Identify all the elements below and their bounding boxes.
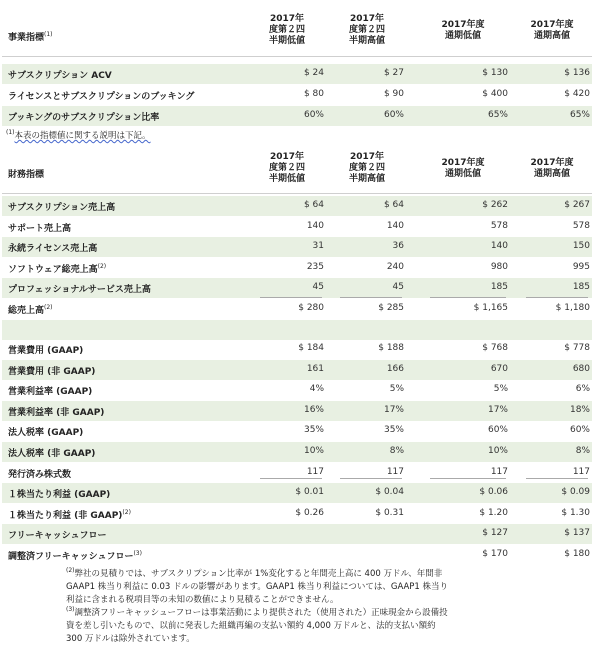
column-header-line: 通期低値	[444, 31, 481, 41]
column-header-line: 半期低値	[268, 36, 305, 46]
cell-value: 578	[490, 220, 508, 231]
column-header-line: 通期高値	[533, 31, 570, 41]
table-row	[2, 524, 592, 544]
row-label: 総売上高$^{(2)}$	[8, 304, 53, 316]
cell-value: $ 267	[564, 200, 590, 210]
column-header-line: 半期高値	[348, 174, 385, 184]
cell-value: 8%	[575, 446, 590, 456]
table-row	[2, 380, 592, 400]
table-row	[2, 217, 592, 237]
column-header-3	[423, 158, 503, 180]
cell-value: 60%	[303, 110, 324, 120]
column-header-line: 2017年	[269, 152, 305, 162]
cell-value: 117	[306, 466, 324, 477]
cell-value: $ 27	[383, 68, 404, 78]
subtotal-rule	[340, 297, 402, 298]
cell-value: $ 1.20	[479, 507, 508, 518]
spacer-row	[2, 320, 592, 340]
column-header-4	[512, 158, 592, 180]
table-row	[2, 64, 592, 84]
column-header-line: 度第２四	[268, 25, 305, 35]
cell-value: 36	[392, 241, 404, 252]
cell-value: $ 768	[482, 343, 508, 353]
cell-value: 150	[572, 241, 590, 252]
subtotal-rule	[430, 478, 506, 479]
row-label: サポート売上高	[8, 223, 72, 234]
table-row	[2, 85, 592, 105]
row-label: 発行済み株式数	[8, 469, 72, 480]
column-header-line: 2017年度	[441, 158, 485, 168]
section2-header-divider	[2, 193, 592, 194]
section1-header-divider	[2, 56, 592, 57]
cell-value: $ 64	[303, 200, 324, 210]
cell-value: 60%	[569, 425, 590, 436]
row-label: 法人税率 (GAAP)	[8, 428, 84, 439]
column-header-3	[423, 20, 503, 42]
subtotal-rule	[526, 297, 588, 298]
table-row	[2, 299, 592, 319]
cell-value: $ 0.09	[561, 487, 590, 498]
cell-value: 680	[572, 363, 590, 374]
cell-value: $ 0.01	[295, 487, 324, 498]
column-header-line: 2017年度	[441, 20, 485, 30]
row-label: 永続ライセンス売上高	[8, 244, 98, 255]
row-label: 営業利益率 (GAAP)	[8, 387, 93, 398]
table-row	[2, 339, 592, 359]
cell-value: $ 180	[564, 549, 590, 559]
table-row	[2, 106, 592, 126]
row-label: 営業費用 (非 GAAP)	[8, 366, 96, 377]
table-row	[2, 237, 592, 257]
cell-value: 45	[392, 282, 404, 293]
cell-value: 45	[312, 282, 324, 293]
column-header-line: 通期高値	[533, 169, 570, 179]
section2-title: 財務指標	[8, 170, 45, 180]
cell-value: 35%	[383, 425, 404, 436]
cell-value: 140	[306, 220, 324, 231]
cell-value: $ 188	[378, 343, 404, 353]
cell-value: $ 262	[482, 200, 508, 210]
cell-value: $ 136	[564, 68, 590, 78]
cell-value: 17%	[383, 404, 404, 415]
column-header-line: 2017年	[269, 14, 305, 24]
cell-value: 60%	[487, 425, 508, 436]
cell-value: 578	[572, 220, 590, 231]
cell-value: $ 0.06	[479, 487, 508, 498]
footnote-2: $^{(2)}$弊社の見積りでは、サブスクリプション比率が 1%変化すると年間売上高に 400 万ドル、年間非 GAAP1 株当り利益に 0.03 ドルの影響があります。GAAP1 株当り利益については、GAAP1 株当り 利益に含まれる税項目等の未知の数値により見積ることができません。	[66, 567, 449, 605]
row-label: ライセンスとサブスクリプションのブッキング	[8, 92, 195, 102]
cell-value: $ 1,165	[473, 303, 508, 313]
column-header-4	[512, 20, 592, 42]
column-header-1	[247, 14, 327, 47]
cell-value: $ 184	[298, 343, 324, 353]
column-header-line: 通期低値	[444, 169, 481, 179]
row-label: サブスクリプション ACV	[8, 71, 112, 81]
section1-title: 事業指標$^{(1)}$	[8, 31, 53, 43]
cell-value: 5%	[389, 384, 404, 395]
subtotal-rule	[430, 297, 506, 298]
table-row	[2, 442, 592, 462]
column-header-line: 2017年	[349, 14, 385, 24]
cell-value: 5%	[493, 384, 508, 395]
cell-value: 31	[312, 241, 324, 252]
cell-value: 117	[490, 466, 508, 477]
cell-value: 18%	[569, 404, 590, 415]
cell-value: $ 137	[564, 528, 590, 539]
cell-value: 235	[306, 261, 324, 272]
cell-value: $ 285	[378, 303, 404, 313]
table-row	[2, 421, 592, 441]
column-header-1	[247, 152, 327, 185]
cell-value: 166	[386, 363, 404, 374]
table-row	[2, 258, 592, 278]
cell-value: 6%	[575, 384, 590, 395]
cell-value: 980	[490, 261, 508, 272]
cell-value: $ 1,180	[555, 303, 590, 313]
cell-value: 140	[490, 241, 508, 252]
row-label: 法人税率 (非 GAAP)	[8, 449, 96, 459]
cell-value: 185	[572, 282, 590, 293]
row-label: ソフトウェア総売上高$^{(2)}$	[8, 262, 107, 275]
cell-value: $ 280	[298, 303, 324, 313]
cell-value: $ 778	[564, 343, 590, 353]
footnote-3: $^{(3)}$調整済フリーキャッシューフローは事業活動により提供された（使用された）正味現金から設備投 資を差し引いたもので、以前に発表した組織再編の支払い額約 4,000 万ドルと、法的支払い額約 300 万ドルは除外されています。	[66, 606, 448, 644]
cell-value: $ 0.31	[375, 507, 404, 518]
column-header-line: 度第２四	[348, 163, 385, 173]
table-row	[2, 483, 592, 503]
cell-value: $ 170	[482, 549, 508, 559]
cell-value: 17%	[487, 404, 508, 415]
cell-value: 117	[572, 466, 590, 477]
column-header-line: 半期高値	[348, 36, 385, 46]
cell-value: 8%	[389, 446, 404, 456]
table-row	[2, 278, 592, 298]
cell-value: 117	[386, 466, 404, 477]
column-header-line: 2017年度	[530, 158, 574, 168]
cell-value: $ 0.26	[295, 507, 324, 518]
row-label: 営業費用 (GAAP)	[8, 346, 84, 356]
cell-value: 670	[490, 363, 508, 374]
row-label: １株当たり利益 (GAAP)	[8, 490, 111, 501]
row-label: フリーキャッシュフロー	[8, 531, 107, 542]
cell-value: 65%	[487, 110, 508, 120]
table-row	[2, 463, 592, 483]
cell-value: $ 24	[303, 68, 324, 78]
row-label: ブッキングのサブスクリプション比率	[8, 113, 160, 123]
table-row	[2, 401, 592, 421]
column-header-2	[327, 14, 407, 47]
subtotal-rule	[260, 478, 322, 479]
row-label: サブスクリプション売上高	[8, 203, 116, 213]
row-label: プロフェッショナルサービス売上高	[8, 285, 151, 296]
column-header-line: 2017年度	[530, 20, 574, 30]
section1-footnote: $^{(1)}$本表の指標値に関する説明は下記。	[6, 129, 151, 141]
column-header-line: 半期低値	[268, 174, 305, 184]
cell-value: 35%	[303, 425, 324, 436]
table-row	[2, 504, 592, 524]
cell-value: 995	[572, 261, 590, 272]
cell-value: 60%	[383, 110, 404, 120]
cell-value: 10%	[303, 446, 324, 456]
column-header-line: 2017年	[349, 152, 385, 162]
cell-value: $ 400	[482, 89, 508, 99]
cell-value: $ 0.04	[375, 487, 404, 498]
column-header-2	[327, 152, 407, 185]
cell-value: $ 1.30	[561, 507, 590, 518]
cell-value: $ 90	[383, 89, 404, 99]
cell-value: 4%	[309, 384, 324, 395]
cell-value: 240	[386, 261, 404, 272]
cell-value: $ 80	[303, 89, 324, 99]
cell-value: 10%	[487, 446, 508, 456]
cell-value: $ 64	[383, 200, 404, 210]
subtotal-rule	[340, 478, 402, 479]
subtotal-rule	[526, 478, 588, 479]
row-label: 調整済フリーキャッシュフロー$^{(3)}$	[8, 550, 142, 562]
table-row	[2, 360, 592, 380]
cell-value: $ 127	[482, 528, 508, 539]
cell-value: $ 130	[482, 68, 508, 78]
row-label: １株当たり利益 (非 GAAP)$^{(2)}$	[8, 508, 131, 521]
cell-value: 161	[306, 363, 324, 374]
column-header-line: 度第２四	[348, 25, 385, 35]
cell-value: 16%	[303, 404, 324, 415]
cell-value: 140	[386, 220, 404, 231]
cell-value: 65%	[569, 110, 590, 120]
column-header-line: 度第２四	[268, 163, 305, 173]
table-row	[2, 196, 592, 216]
row-label: 営業利益率 (非 GAAP)	[8, 407, 105, 418]
subtotal-rule	[260, 297, 322, 298]
table-row	[2, 545, 592, 565]
cell-value: 185	[490, 282, 508, 293]
cell-value: $ 420	[564, 89, 590, 99]
